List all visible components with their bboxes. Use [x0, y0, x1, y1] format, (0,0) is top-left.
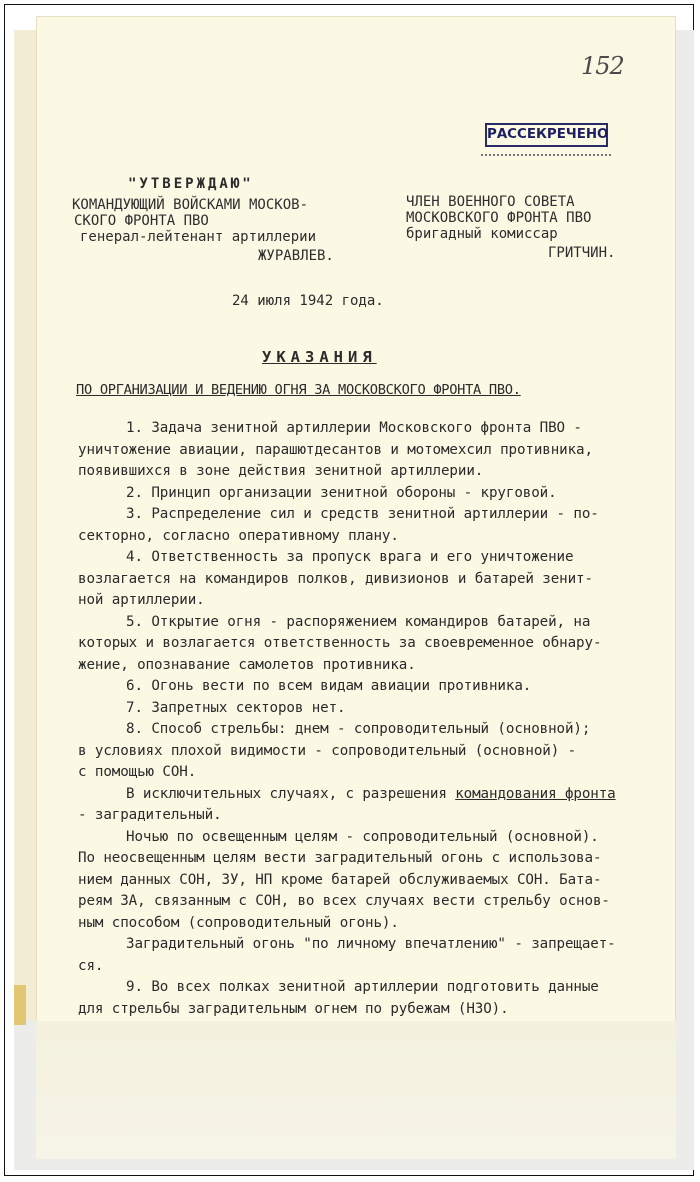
- right-signature-line: МОСКОВСКОГО ФРОНТА ПВО: [406, 210, 592, 226]
- body-line: секторно, согласно оперативному плану.: [78, 527, 399, 544]
- page-fold: [36, 1021, 676, 1159]
- right-signature-line: ЧЛЕН ВОЕННОГО СОВЕТА: [406, 194, 575, 210]
- body-line: Заградительный огонь "по личному впечатлению" - запрещает-: [126, 936, 616, 952]
- left-signature-block: [72, 197, 334, 264]
- body-line: 5. Открытие огня - распоряжением командиров батарей, на: [126, 613, 591, 630]
- body-line: ся.: [78, 957, 104, 974]
- body-line: 1. Задача зенитной артиллерии Московского фронта ПВО -: [126, 420, 582, 436]
- body-line: 2. Принцип организации зенитной обороны - круговой.: [126, 484, 557, 501]
- stamp-strikeout: [481, 147, 611, 156]
- left-signature-line: СКОГО ФРОНТА ПВО: [74, 213, 209, 229]
- body-line: 9. Во всех полках зенитной артиллерии подготовить данные: [126, 979, 599, 995]
- page-number: 152: [581, 52, 624, 80]
- body-line-text: В исключительных случаях, с разрешения: [126, 785, 456, 802]
- underlined-phrase: командования фронта: [455, 785, 616, 802]
- body-line: ным способом (сопроводительный огонь).: [78, 914, 399, 931]
- document-body: [78, 418, 616, 1020]
- body-line: уничтожение авиации, парашютдесантов и мотомехсил противника,: [78, 441, 593, 458]
- declassified-stamp: РАССЕКРЕЧЕНО: [485, 123, 608, 147]
- body-line: [78, 784, 616, 806]
- approve-heading: "УТВЕРЖДАЮ": [128, 176, 254, 192]
- body-line: с помощью СОН.: [78, 764, 197, 780]
- body-line: реям ЗА, связанным с СОН, во всех случаях вести стрельбу основ-: [78, 893, 610, 909]
- body-line: ной артиллерии.: [78, 592, 205, 608]
- body-line: Ночью по освещенным целям - сопроводительный (основной).: [126, 828, 599, 845]
- body-line: 3. Распределение сил и средств зенитной артиллерии - по-: [126, 506, 599, 522]
- body-line: 6. Огонь вести по всем видам авиации противника.: [126, 678, 532, 694]
- document-page: [36, 16, 676, 1159]
- body-line: для стрельбы заградительным огнем по рубежам (НЗО).: [78, 1000, 509, 1017]
- left-signature-line: генерал-лейтенант артиллерии: [80, 229, 317, 245]
- document-date: 24 июля 1942 года.: [232, 293, 384, 309]
- binding-clip: [14, 985, 26, 1025]
- body-line: 7. Запретных секторов нет.: [126, 699, 346, 716]
- left-signature-line: КОМАНДУЮЩИЙ ВОЙСКАМИ МОСКОВ-: [72, 197, 309, 213]
- body-line: которых и возлагается ответственность за своевременное обнару-: [78, 635, 602, 651]
- body-line: возлагается на командиров полков, дивизионов и батарей зенит-: [78, 570, 593, 587]
- left-signature-name: ЖУРАВЛЕВ.: [258, 248, 334, 264]
- body-line: По неосвещенным целям вести заградительный огонь с использова-: [78, 850, 602, 866]
- body-line: в условиях плохой видимости - сопроводительный (основной) -: [78, 742, 577, 759]
- right-signature-block: [406, 194, 615, 261]
- document-title: УКАЗАНИЯ: [262, 348, 377, 366]
- body-line: нием данных СОН, ЗУ, НП кроме батарей обслуживаемых СОН. Бата-: [78, 871, 602, 888]
- body-line: - заградительный.: [78, 807, 222, 823]
- body-line: 8. Способ стрельбы: днем - сопроводительный (основной);: [126, 721, 591, 737]
- right-signature-name: ГРИТЧИН.: [548, 245, 616, 261]
- document-subtitle: ПО ОРГАНИЗАЦИИ И ВЕДЕНИЮ ОГНЯ ЗА МОСКОВСКОГО ФРОНТА ПВО.: [76, 382, 521, 398]
- body-line: появившихся в зоне действия зенитной артиллерии.: [78, 463, 484, 479]
- body-line: 4. Ответственность за пропуск врага и его уничтожение: [126, 549, 574, 565]
- body-line: жение, опознавание самолетов противника.: [78, 656, 416, 673]
- right-signature-line: бригадный комиссар: [406, 226, 558, 242]
